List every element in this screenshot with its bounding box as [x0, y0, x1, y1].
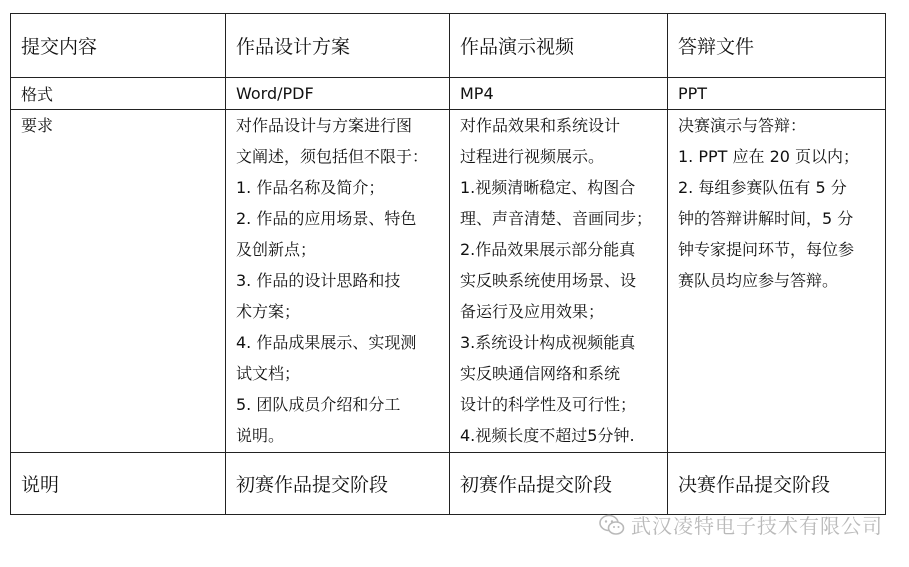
note-cell: 决赛作品提交阶段	[668, 453, 886, 515]
requirement-line: 对作品效果和系统设计	[460, 116, 621, 135]
wechat-icon	[599, 514, 625, 536]
requirement-line: 及创新点；	[236, 240, 317, 259]
requirements-row	[11, 110, 886, 453]
requirements-cell	[450, 110, 668, 453]
note-row	[11, 453, 886, 515]
note-cell: 初赛作品提交阶段	[450, 453, 668, 515]
requirement-line: 实反映系统使用场景、设	[460, 271, 637, 290]
requirement-line: 钟专家提问环节，每位参	[678, 240, 855, 259]
requirement-line: 1. PPT 应在 20 页以内；	[678, 147, 860, 166]
requirement-line: 1.视频清晰稳定、构图合	[460, 178, 636, 197]
requirement-line: 1. 作品名称及简介；	[236, 178, 385, 197]
header-cell: 作品演示视频	[450, 14, 668, 78]
row-label: 要求	[11, 110, 226, 453]
requirement-line: 3. 作品的设计思路和技	[236, 271, 401, 290]
requirements-cell	[668, 110, 886, 453]
submission-table	[10, 13, 886, 515]
requirement-line: 实反映通信网络和系统	[460, 364, 621, 383]
requirement-line: 2. 每组参赛队伍有 5 分	[678, 178, 847, 197]
requirement-line: 文阐述，须包括但不限于：	[236, 147, 429, 166]
requirement-line: 试文档；	[236, 364, 301, 383]
row-label: 说明	[11, 453, 226, 515]
format-cell: MP4	[450, 78, 668, 110]
format-cell: Word/PDF	[226, 78, 450, 110]
requirement-line: 设计的科学性及可行性；	[460, 395, 637, 414]
requirement-line: 3.系统设计构成视频能真	[460, 333, 636, 352]
requirement-line: 说明。	[236, 426, 285, 445]
watermark	[599, 510, 883, 539]
requirement-line: 过程进行视频展示。	[460, 147, 605, 166]
requirement-line: 理、声音清楚、音画同步；	[460, 209, 653, 228]
requirement-line: 备运行及应用效果；	[460, 302, 605, 321]
requirement-line: 钟的答辩讲解时间，5 分	[678, 209, 854, 228]
requirement-line: 术方案；	[236, 302, 301, 321]
requirement-line: 对作品设计与方案进行图	[236, 116, 413, 135]
header-cell: 答辩文件	[668, 14, 886, 78]
requirement-line: 4. 作品成果展示、实现测	[236, 333, 417, 352]
requirements-cell	[226, 110, 450, 453]
header-cell: 提交内容	[11, 14, 226, 78]
requirement-line: 决赛演示与答辩：	[678, 116, 807, 135]
requirement-line: 2. 作品的应用场景、特色	[236, 209, 417, 228]
requirement-line: 赛队员均应参与答辩。	[678, 271, 839, 290]
note-cell: 初赛作品提交阶段	[226, 453, 450, 515]
header-row	[11, 14, 886, 78]
format-cell: PPT	[668, 78, 886, 110]
requirement-line: 5. 团队成员介绍和分工	[236, 395, 401, 414]
requirement-line: 2.作品效果展示部分能真	[460, 240, 636, 259]
format-row	[11, 78, 886, 110]
header-cell: 作品设计方案	[226, 14, 450, 78]
watermark-text: 武汉凌特电子技术有限公司	[631, 514, 883, 538]
requirement-line: 4.视频长度不超过5分钟.	[460, 426, 635, 445]
row-label: 格式	[11, 78, 226, 110]
